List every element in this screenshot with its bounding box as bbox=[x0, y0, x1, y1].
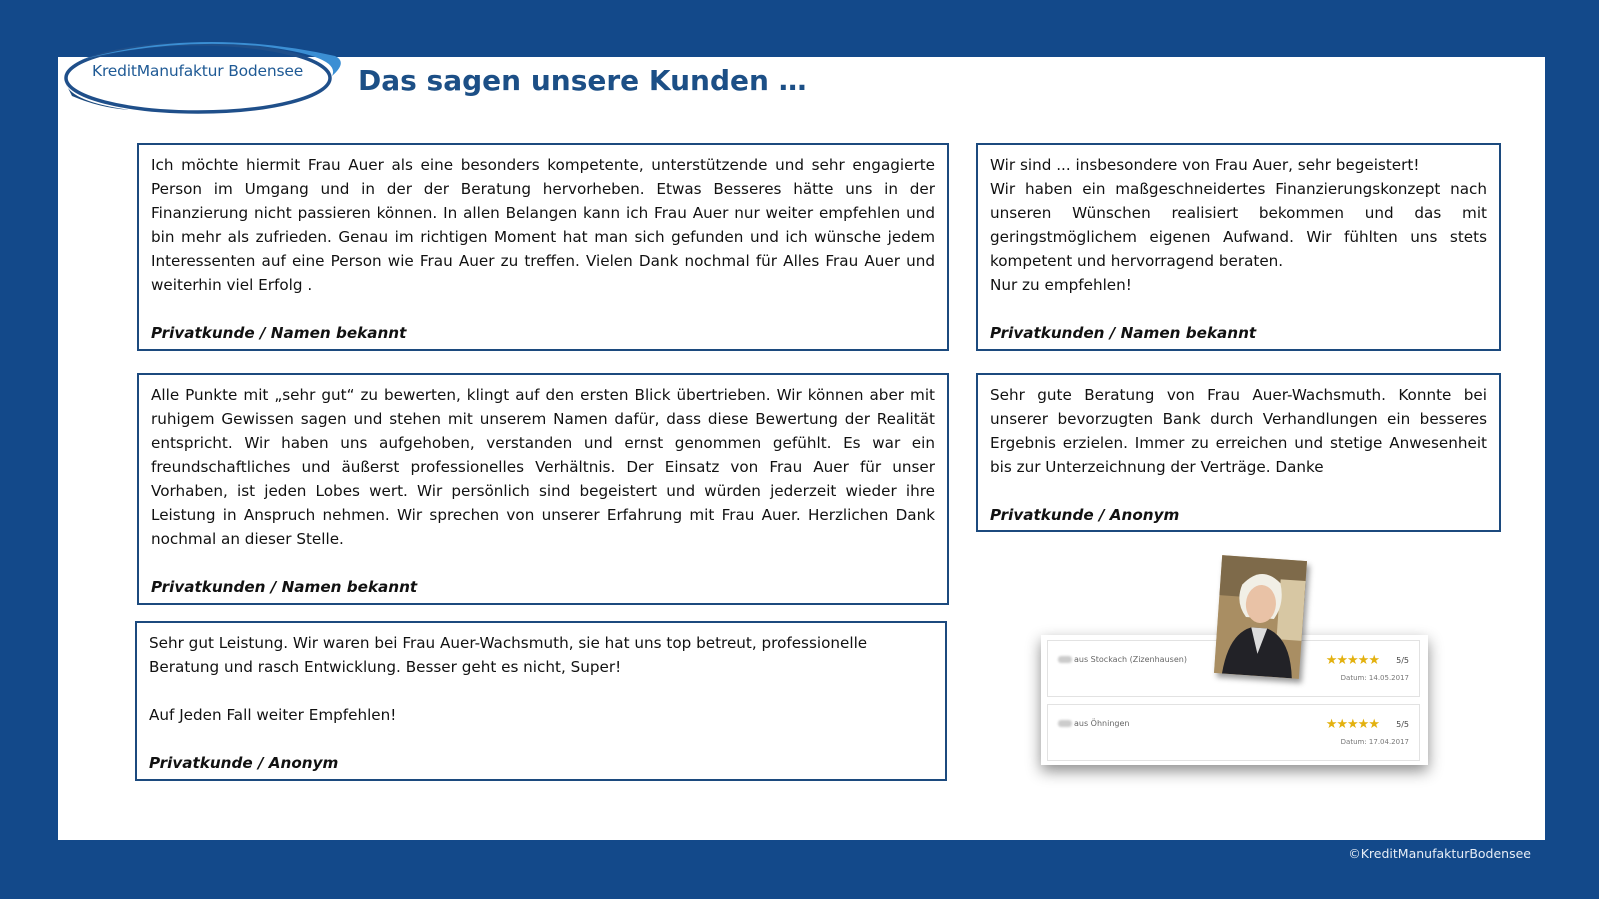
testimonial-signature: Privatkunden / Namen bekannt bbox=[151, 578, 418, 596]
review-score: 5/5 bbox=[1396, 656, 1409, 665]
testimonial-card-2 bbox=[976, 143, 1501, 351]
testimonial-card-3 bbox=[137, 373, 949, 605]
portrait-icon bbox=[1214, 555, 1307, 679]
testimonial-card-5 bbox=[135, 621, 947, 781]
advisor-portrait-photo bbox=[1214, 555, 1307, 679]
testimonial-signature: Privatkunde / Namen bekannt bbox=[151, 324, 407, 342]
testimonial-card-1 bbox=[137, 143, 949, 351]
testimonial-text: Sehr gut Leistung. Wir waren bei Frau Auer-Wachsmuth, sie hat uns top betreut, professionelle Beratung und rasch Entwicklung. Besser geht es nicht, Super! bbox=[149, 634, 868, 676]
review-location: aus Stockach (Zizenhausen) bbox=[1074, 655, 1187, 664]
review-date: Datum: 17.04.2017 bbox=[1340, 738, 1409, 746]
testimonial-signature: Privatkunden / Namen bekannt bbox=[990, 324, 1257, 342]
testimonial-signature: Privatkunde / Anonym bbox=[990, 506, 1180, 524]
review-row bbox=[1047, 704, 1420, 761]
testimonial-signature: Privatkunde / Anonym bbox=[149, 754, 339, 772]
testimonial-text: Wir sind ... insbesondere von Frau Auer, sehr begeistert! bbox=[990, 156, 1420, 174]
logo-text: KreditManufaktur Bodensee bbox=[92, 62, 304, 80]
review-location: aus Öhningen bbox=[1074, 719, 1130, 728]
review-score: 5/5 bbox=[1396, 720, 1409, 729]
testimonial-text: Auf Jeden Fall weiter Empfehlen! bbox=[149, 706, 397, 724]
testimonial-text: Alle Punkte mit „sehr gut“ zu bewerten, klingt auf den ersten Blick übertrieben. Wir können aber mit ruhigem Gewissen sagen und stehen mit unserem Namen dafür, dass diese Bewertung der Realität entspricht. Wir haben uns aufgehoben, verstanden und ernst genommen gefühlt. Es war ein freundschaftliches und äußerst professionelles Verhältnis. Der Einsatz von Frau Auer für unser Vorhaben, ist jeden Lobes wert. Wir persönlich sind begeistert und würden jederzeit wieder ihre Leistung in Anspruch nehmen. Wir sprechen von unserer Erfahrung mit Frau Auer. Herzlichen Dank nochmal an dieser Stelle. bbox=[151, 386, 935, 548]
testimonial-text: Wir haben ein maßgeschneidertes Finanzierungskonzept nach unseren Wünschen realisiert bekommen und das mit geringstmöglichem eigenen Aufwand. Wir fühlten uns stets kompetent und hervorragend beraten. bbox=[990, 180, 1487, 270]
review-date: Datum: 14.05.2017 bbox=[1340, 674, 1409, 682]
testimonial-card-4 bbox=[976, 373, 1501, 532]
copyright-footer: ©KreditManufakturBodensee bbox=[1348, 846, 1531, 861]
testimonial-text: Sehr gute Beratung von Frau Auer-Wachsmuth. Konnte bei unserer bevorzugten Bank durch Verhandlungen ein besseres Ergebnis erzielen. Immer zu erreichen und stetige Anwesenheit bis zur Unterzeichnung der Verträge. Danke bbox=[990, 386, 1487, 476]
stars-icon: ★★★★★ bbox=[1325, 716, 1379, 731]
stars-icon: ★★★★★ bbox=[1325, 652, 1379, 667]
testimonial-text: Ich möchte hiermit Frau Auer als eine besonders kompetente, unterstützende und sehr engagierte Person im Umgang und in der der Beratung hervorheben. Etwas Besseres hätte uns in der Finanzierung nicht passieren können. In allen Belangen kann ich Frau Auer nur weiter empfehlen und bin mehr als zufrieden. Genau im richtigen Moment hat man sich gefunden und ich wünsche jedem Interessenten auf eine Person wie Frau Auer zu treffen. Vielen Dank nochmal für Alles Frau Auer und weiterhin viel Erfolg . bbox=[151, 156, 935, 294]
testimonial-text: Nur zu empfehlen! bbox=[990, 276, 1132, 294]
blurred-name bbox=[1058, 720, 1072, 727]
blurred-name bbox=[1058, 656, 1072, 663]
page-title: Das sagen unsere Kunden … bbox=[358, 64, 807, 97]
